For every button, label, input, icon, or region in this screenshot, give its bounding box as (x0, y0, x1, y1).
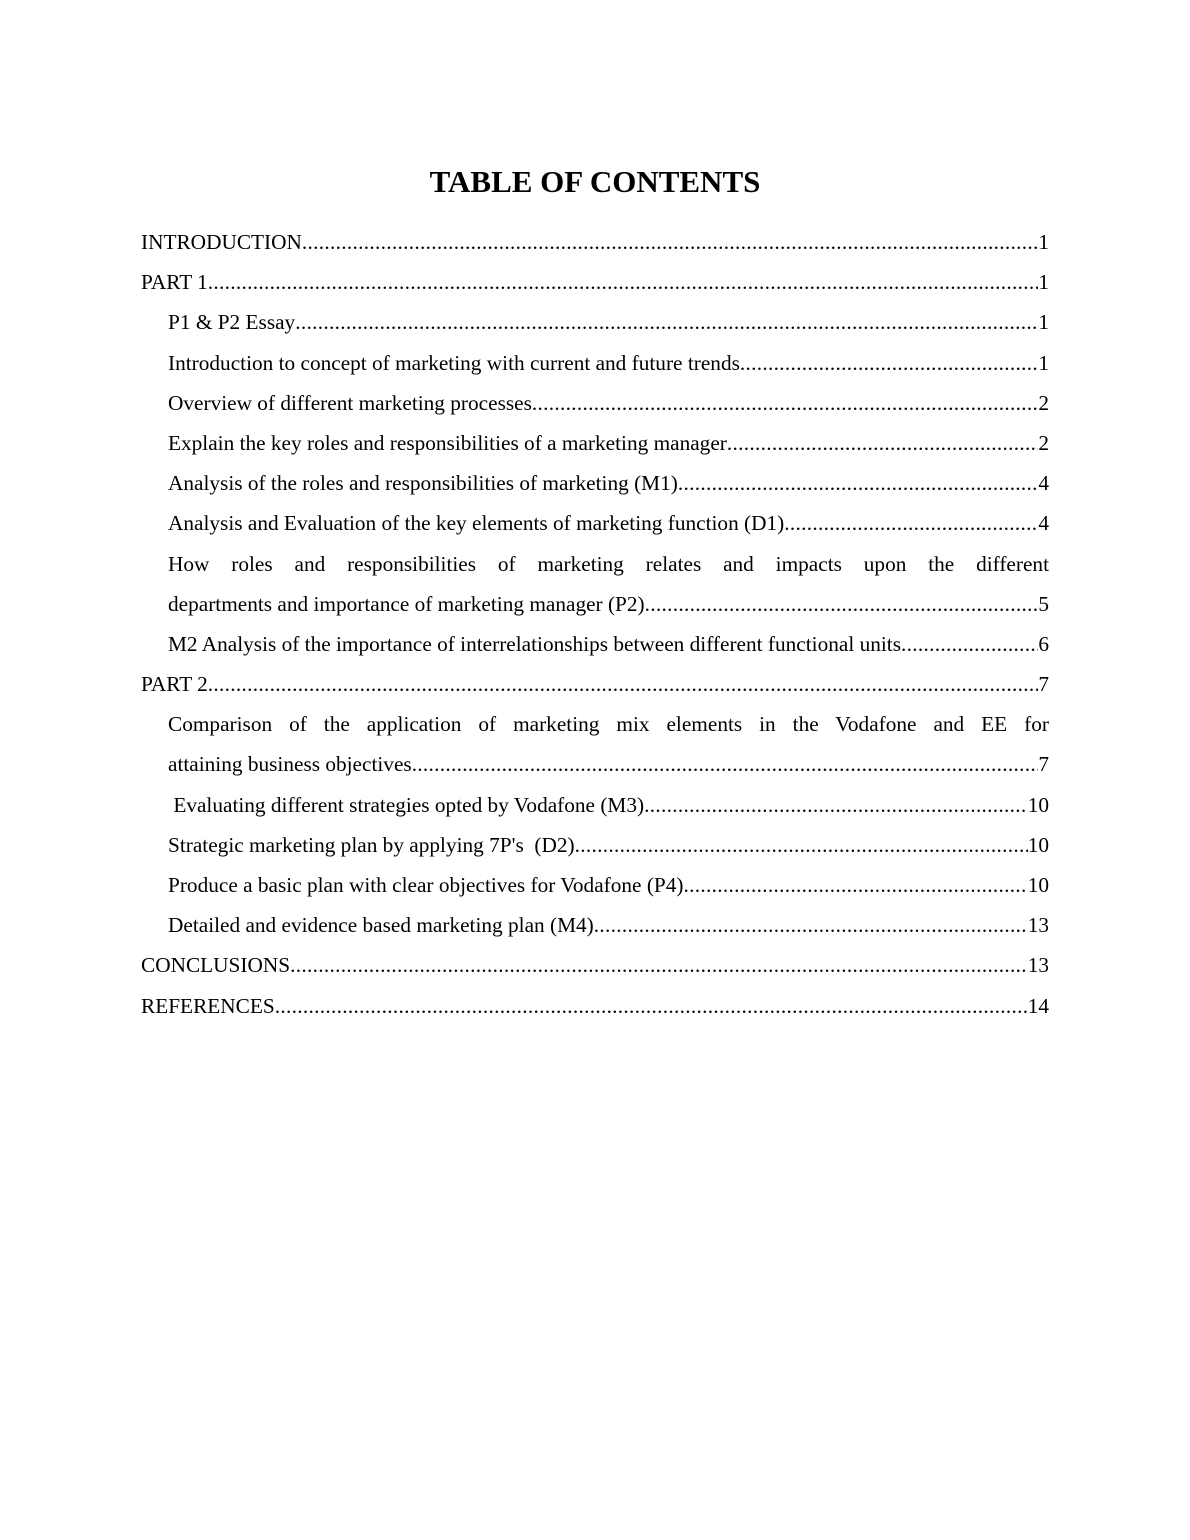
toc-entry-text: Overview of different marketing processes (168, 390, 532, 415)
toc-page-number: 5 (1038, 591, 1049, 616)
toc-entry-text: M2 Analysis of the importance of interrelationships between different functional units (168, 631, 901, 656)
toc-entry-m3[interactable] (141, 785, 1049, 825)
toc-entry-text: Detailed and evidence based marketing plan (M4) (168, 913, 594, 938)
toc-page-number: 2 (1038, 390, 1049, 415)
toc-page-number: 6 (1038, 631, 1049, 656)
toc-entry-conclusions[interactable] (141, 945, 1049, 985)
toc-list (141, 222, 1049, 1026)
toc-page-number: 2 (1038, 430, 1049, 455)
toc-entry-text-line2: departments and importance of marketing manager (P2) (168, 591, 645, 616)
toc-page-number: 1 (1038, 350, 1049, 375)
dot-leader (275, 986, 1028, 1026)
toc-title: TABLE OF CONTENTS (429, 164, 761, 199)
toc-entry-concept-of-marketing[interactable] (141, 343, 1049, 383)
toc-entry-references[interactable] (141, 986, 1049, 1026)
dot-leader (901, 624, 1038, 664)
toc-page-number: 7 (1038, 752, 1049, 777)
toc-entry-p2[interactable] (141, 544, 1049, 624)
toc-entry-marketing-mix-comparison[interactable] (141, 704, 1049, 784)
toc-entry-text: Analysis and Evaluation of the key elements of marketing function (D1) (168, 511, 785, 536)
toc-page-number: 10 (1027, 792, 1049, 817)
dot-leader (412, 744, 1039, 784)
toc-entry-d2[interactable] (141, 825, 1049, 865)
toc-entry-text: P1 & P2 Essay (168, 310, 296, 335)
toc-entry-text: REFERENCES (141, 993, 275, 1018)
toc-entry-text: Analysis of the roles and responsibilities of marketing (M1) (168, 471, 678, 496)
toc-page-number: 10 (1027, 832, 1049, 857)
toc-entry-text-line1: How roles and responsibilities of marketing relates and impacts upon the different (168, 551, 1049, 576)
toc-entry-text: Introduction to concept of marketing with current and future trends (168, 350, 740, 375)
dot-leader (594, 905, 1028, 945)
toc-entry-text-line2: attaining business objectives (168, 752, 412, 777)
dot-leader (295, 302, 1038, 342)
toc-page-number: 13 (1027, 913, 1049, 938)
toc-page-number: 13 (1027, 953, 1049, 978)
dot-leader (684, 865, 1028, 905)
toc-entry-text: Strategic marketing plan by applying 7P's (D2) (168, 832, 575, 857)
toc-entry-d1[interactable] (141, 503, 1049, 543)
toc-page-number: 14 (1027, 993, 1049, 1018)
toc-entry-marketing-manager-roles[interactable] (141, 423, 1049, 463)
toc-entry-part-1[interactable] (141, 262, 1049, 302)
dot-leader (532, 383, 1038, 423)
toc-entry-m4[interactable] (141, 905, 1049, 945)
toc-entry-text: Produce a basic plan with clear objectives for Vodafone (P4) (168, 873, 684, 897)
toc-entry-m1[interactable] (141, 463, 1049, 503)
toc-entry-p1-p2-essay[interactable] (141, 302, 1049, 342)
toc-entry-text: CONCLUSIONS (141, 953, 291, 978)
toc-page-number: 7 (1038, 672, 1049, 697)
toc-page-number: 10 (1027, 873, 1049, 897)
toc-entry-text: Explain the key roles and responsibilities of a marketing manager (168, 430, 727, 455)
toc-entry-text: Evaluating different strategies opted by Vodafone (M3) (168, 792, 645, 817)
dot-leader (678, 463, 1038, 503)
dot-leader (644, 785, 1028, 825)
dot-leader (740, 343, 1038, 383)
toc-page-number: 1 (1038, 270, 1049, 295)
toc-entry-text: PART 1 (141, 270, 208, 295)
dot-leader (290, 945, 1028, 985)
dot-leader (727, 423, 1038, 463)
dot-leader (208, 262, 1039, 302)
dot-leader (645, 584, 1039, 624)
toc-entry-text-line1: Comparison of the application of marketing mix elements in the Vodafone and EE for (168, 712, 1049, 737)
dot-leader (208, 664, 1039, 704)
toc-entry-marketing-processes[interactable] (141, 383, 1049, 423)
toc-page-number: 1 (1038, 310, 1049, 335)
toc-entry-m2[interactable] (141, 624, 1049, 664)
toc-entry-p4[interactable] (141, 865, 1049, 905)
toc-entry-text: PART 2 (141, 672, 208, 697)
toc-entry-part-2[interactable] (141, 664, 1049, 704)
dot-leader (784, 503, 1038, 543)
toc-entry-text: INTRODUCTION (141, 230, 302, 254)
toc-entry-introduction[interactable] (141, 222, 1049, 262)
toc-page-number: 1 (1038, 230, 1049, 254)
dot-leader (575, 825, 1028, 865)
toc-page-number: 4 (1038, 471, 1049, 496)
toc-page-number: 4 (1038, 511, 1049, 536)
dot-leader (302, 222, 1038, 262)
